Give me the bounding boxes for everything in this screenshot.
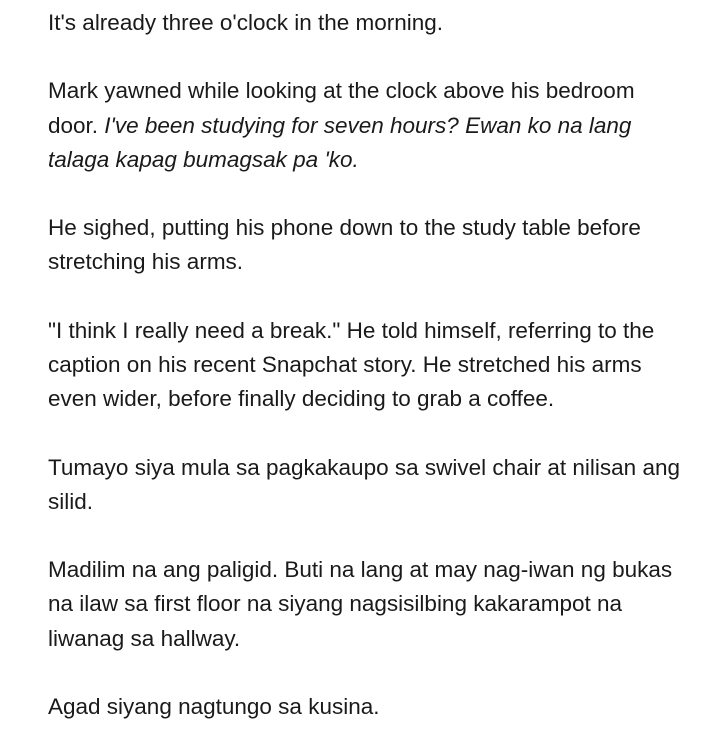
paragraph-1: It's already three o'clock in the morning. — [48, 10, 444, 35]
paragraph-6: Madilim na ang paligid. Buti na lang at may nag-iwan ng bukas na ilaw sa first floor na siyang nagsisilbing kakarampot na liwanag sa hallway. — [48, 557, 673, 651]
paragraph-2-inner-thought: I've been studying for seven hours? Ewan ko na lang talaga kapag bumagsak pa 'ko. — [48, 112, 632, 172]
paragraph-4: "I think I really need a break." He told himself, referring to the caption on his recent Snapchat story. He stretched his arms even wider, before finally deciding to grab a coffee. — [48, 317, 655, 412]
paragraph-3: He sighed, putting his phone down to the study table before stretching his arms. — [48, 215, 641, 275]
paragraph-2 — [48, 74, 688, 177]
paragraph-5: Tumayo siya mula sa pagkakaupo sa swivel chair at nilisan ang silid. — [48, 454, 680, 514]
story-text — [48, 6, 688, 724]
paragraph-7: Agad siyang nagtungo sa kusina. — [48, 693, 380, 719]
paragraph-2-narration: Mark yawned while looking at the clock above his bedroom door. — [48, 78, 635, 138]
